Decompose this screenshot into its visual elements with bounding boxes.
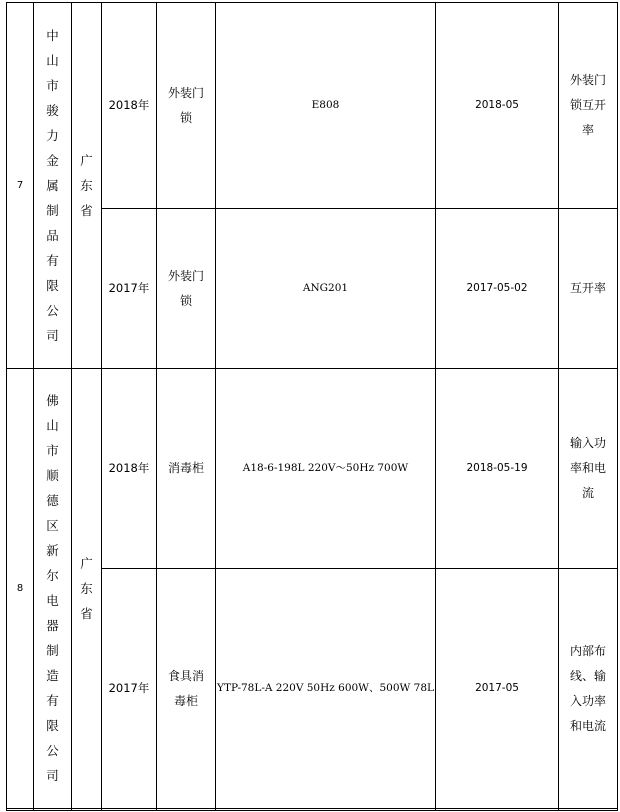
company-cell [34, 3, 72, 369]
date: 2018-05-19 [436, 369, 559, 569]
issue: 内部布线、输入功率和电流 [569, 643, 606, 733]
product-name: 食具消毒柜 [167, 668, 204, 708]
recall-table [6, 2, 618, 811]
product-cell [157, 3, 216, 209]
issue: 互开率 [569, 281, 606, 295]
issue-cell [559, 209, 618, 369]
issue: 输入功率和电流 [569, 436, 606, 500]
year: 2018年 [102, 3, 157, 209]
product-name: 外装门锁 [167, 85, 204, 125]
product-cell [157, 209, 216, 369]
model: E808 [216, 3, 436, 209]
table-row [7, 3, 618, 209]
province-cell [72, 369, 102, 809]
issue-cell [559, 3, 618, 209]
product-cell [157, 569, 216, 809]
year: 2017年 [102, 209, 157, 369]
product-cell [157, 369, 216, 569]
product-name: 外装门锁 [167, 268, 204, 308]
row-number: 7 [7, 3, 34, 369]
province: 广东省 [80, 555, 93, 621]
model: A18-6-198L 220V～50Hz 700W [216, 369, 436, 569]
province: 广东省 [80, 152, 93, 218]
year: 2017年 [102, 569, 157, 809]
issue-cell [559, 369, 618, 569]
model: ANG201 [216, 209, 436, 369]
year: 2018年 [102, 369, 157, 569]
product-name: 消毒柜 [167, 461, 204, 475]
table-row-continued [7, 809, 618, 811]
date: 2018-05 [436, 3, 559, 209]
issue: 外装门锁互开率 [569, 73, 606, 137]
date: 2017-05 [436, 569, 559, 809]
company-name: 中山市骏力金属制品有限公司 [46, 27, 59, 343]
table-row [7, 369, 618, 569]
province-cell [72, 3, 102, 369]
issue-cell [559, 569, 618, 809]
model: YTP-78L-A 220V 50Hz 600W、500W 78L [216, 569, 436, 809]
company-name: 佛山市顺德区新尔电器制造有限公司 [46, 393, 59, 783]
date: 2017-05-02 [436, 209, 559, 369]
row-number: 8 [7, 369, 34, 809]
company-cell [34, 369, 72, 809]
